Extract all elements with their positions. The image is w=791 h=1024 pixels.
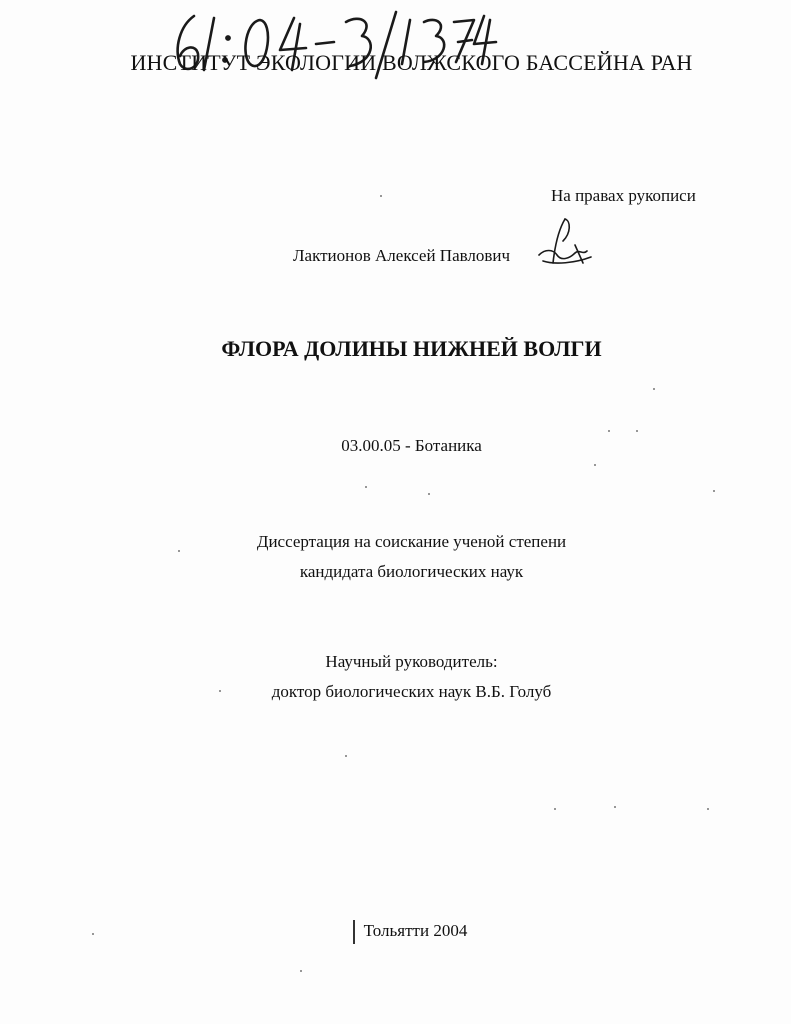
scan-speck [380,195,382,197]
scan-speck [653,388,655,390]
dissertation-title: ФЛОРА ДОЛИНЫ НИЖНЕЙ ВОЛГИ [221,336,602,361]
scan-speck [178,550,180,552]
author-name: Лактионов Алексей Павлович [293,246,511,265]
manuscript-rights-note: На правах рукописи [551,186,696,205]
scan-speck [554,808,556,810]
scan-speck [713,490,715,492]
scan-speck [300,970,302,972]
scan-speck [608,430,610,432]
degree-line-2: кандидата биологических наук [299,562,524,581]
scan-speck [365,486,367,488]
degree-line-1: Диссертация на соискание ученой степени [256,532,567,551]
institute-name: ИНСТИТУТ ЭКОЛОГИИ ВОЛЖСКОГО БАССЕЙНА РАН [130,50,693,75]
supervisor-block [16,647,791,707]
scan-speck [345,755,347,757]
supervisor-label: Научный руководитель: [325,652,498,671]
scan-speck [636,430,638,432]
scan-speck [614,806,616,808]
degree-statement [16,527,791,587]
scan-speck [707,808,709,810]
scan-speck [219,690,221,692]
scan-speck [594,464,596,466]
specialty-code: 03.00.05 - Ботаника [341,436,482,455]
city-year: Тольятти 2004 [363,921,468,940]
supervisor-name: доктор биологических наук В.Б. Голуб [271,682,552,701]
scan-speck [428,493,430,495]
scan-speck [92,933,94,935]
signature-image [535,215,595,275]
